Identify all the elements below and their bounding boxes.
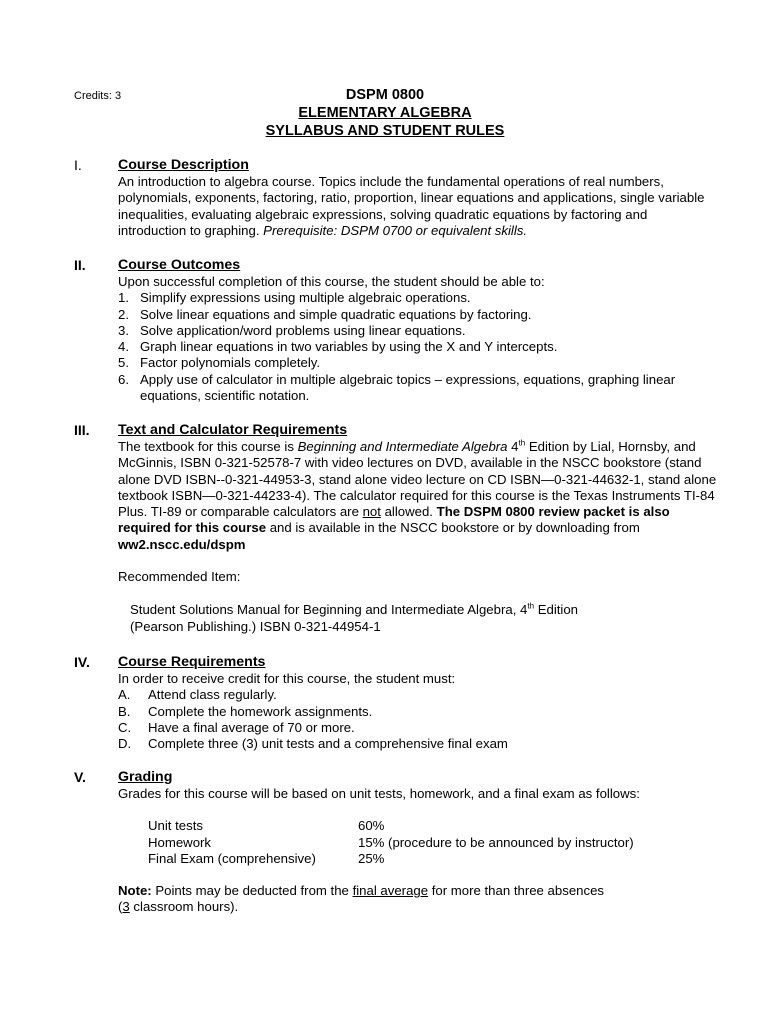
list-item: 3. Solve application/word problems using linear equations.: [118, 322, 466, 338]
recommended-item: Student Solutions Manual for Beginning and Intermediate Algebra, 4th Edition (Pearson Publishing.) ISBN 0-321-44954-1: [130, 601, 579, 634]
absence-note: Note: Points may be deducted from the final average for more than three absences (3 classroom hours).: [118, 883, 605, 915]
doc-title: SYLLABUS AND STUDENT RULES: [265, 123, 505, 139]
download-url: ww2.nscc.edu/dspm: [118, 536, 246, 552]
course-description-text: An introduction to algebra course. Topics include the fundamental operations of real numbers, polynomials, exponents, factoring, ratio, proportion, linear equations and applications, single variable inequalities, evaluating algebraic expressions, solving quadratic equations by factoring and introduction to graphing. Prerequisite: DSPM 0700 or equivalent skills.: [118, 174, 705, 238]
requirements-list: [118, 687, 718, 752]
section-heading: Course Requirements: [118, 654, 266, 670]
outcomes-list: [118, 290, 718, 404]
list-item: 5. Factor polynomials completely.: [118, 355, 321, 371]
grading-intro: Grades for this course will be based on unit tests, homework, and a final exam as follows:: [118, 786, 640, 801]
list-item: C. Have a final average of 70 or more.: [118, 719, 355, 735]
list-item: 6. Apply use of calculator in multiple algebraic topics – expressions, equations, graphing linear equations, scientific notation.: [118, 371, 676, 404]
prerequisite: Prerequisite: DSPM 0700 or equivalent skills.: [263, 222, 528, 238]
list-item: B. Complete the homework assignments.: [118, 703, 373, 719]
section-numeral: II.: [74, 257, 86, 273]
section-numeral: V.: [74, 769, 86, 785]
textbook-title: Beginning and Intermediate Algebra: [297, 439, 508, 454]
section-heading: Course Description: [118, 157, 249, 173]
review-packet-note: The DSPM 0800 review packet is also required for this course: [118, 504, 670, 536]
section-heading: Course Outcomes: [118, 257, 241, 273]
section-numeral: III.: [74, 422, 90, 438]
recommended-label: Recommended Item:: [118, 569, 241, 585]
outcomes-intro: Upon successful completion of this course, the student should be able to:: [118, 274, 545, 289]
requirements-intro: In order to receive credit for this course, the student must:: [118, 671, 456, 686]
section-heading: Text and Calculator Requirements: [118, 422, 348, 438]
section-numeral: IV.: [74, 654, 90, 670]
list-item: A. Attend class regularly.: [118, 687, 277, 703]
credits-value: 3: [114, 90, 122, 102]
course-name: ELEMENTARY ALGEBRA: [298, 105, 472, 121]
section-numeral: I.: [74, 157, 82, 173]
list-item: 4. Graph linear equations in two variables by using the X and Y intercepts.: [118, 339, 558, 355]
course-code: DSPM 0800: [345, 87, 425, 103]
table-row: Homework 15% (procedure to be announced by instructor): [148, 834, 634, 850]
grading-table: [118, 818, 718, 867]
table-row: Unit tests 60%: [148, 818, 385, 834]
table-row: Final Exam (comprehensive) 25%: [148, 850, 385, 866]
list-item: D. Complete three (3) unit tests and a comprehensive final exam: [118, 736, 508, 752]
section-heading: Grading: [118, 769, 173, 785]
list-item: 1. Simplify expressions using multiple algebraic operations.: [118, 290, 471, 306]
textbook-paragraph: The textbook for this course is Beginning and Intermediate Algebra 4th Edition by Lial, Hornsby, and McGinnis, ISBN 0-321-52578-7 with video lectures on DVD, available in the NSCC bookstore (stand alone DVD ISBN--0-321-44953-3, stand alone video lecture on CD ISBN—0-321-44632-1, stand alone textbook ISBN—0-321-44233-4). The calculator required for this course is the Texas Instruments TI-84 Plus. TI-89 or comparable calculators are not allowed. The DSPM 0800 review packet is also required for this course and is available in the NSCC bookstore or by downloading from ww2.nscc.edu/dspm: [118, 438, 717, 552]
document-titles: [0, 86, 770, 140]
list-item: 2. Solve linear equations and simple quadratic equations by factoring.: [118, 306, 532, 322]
credits-label: Credits:: [74, 90, 112, 102]
